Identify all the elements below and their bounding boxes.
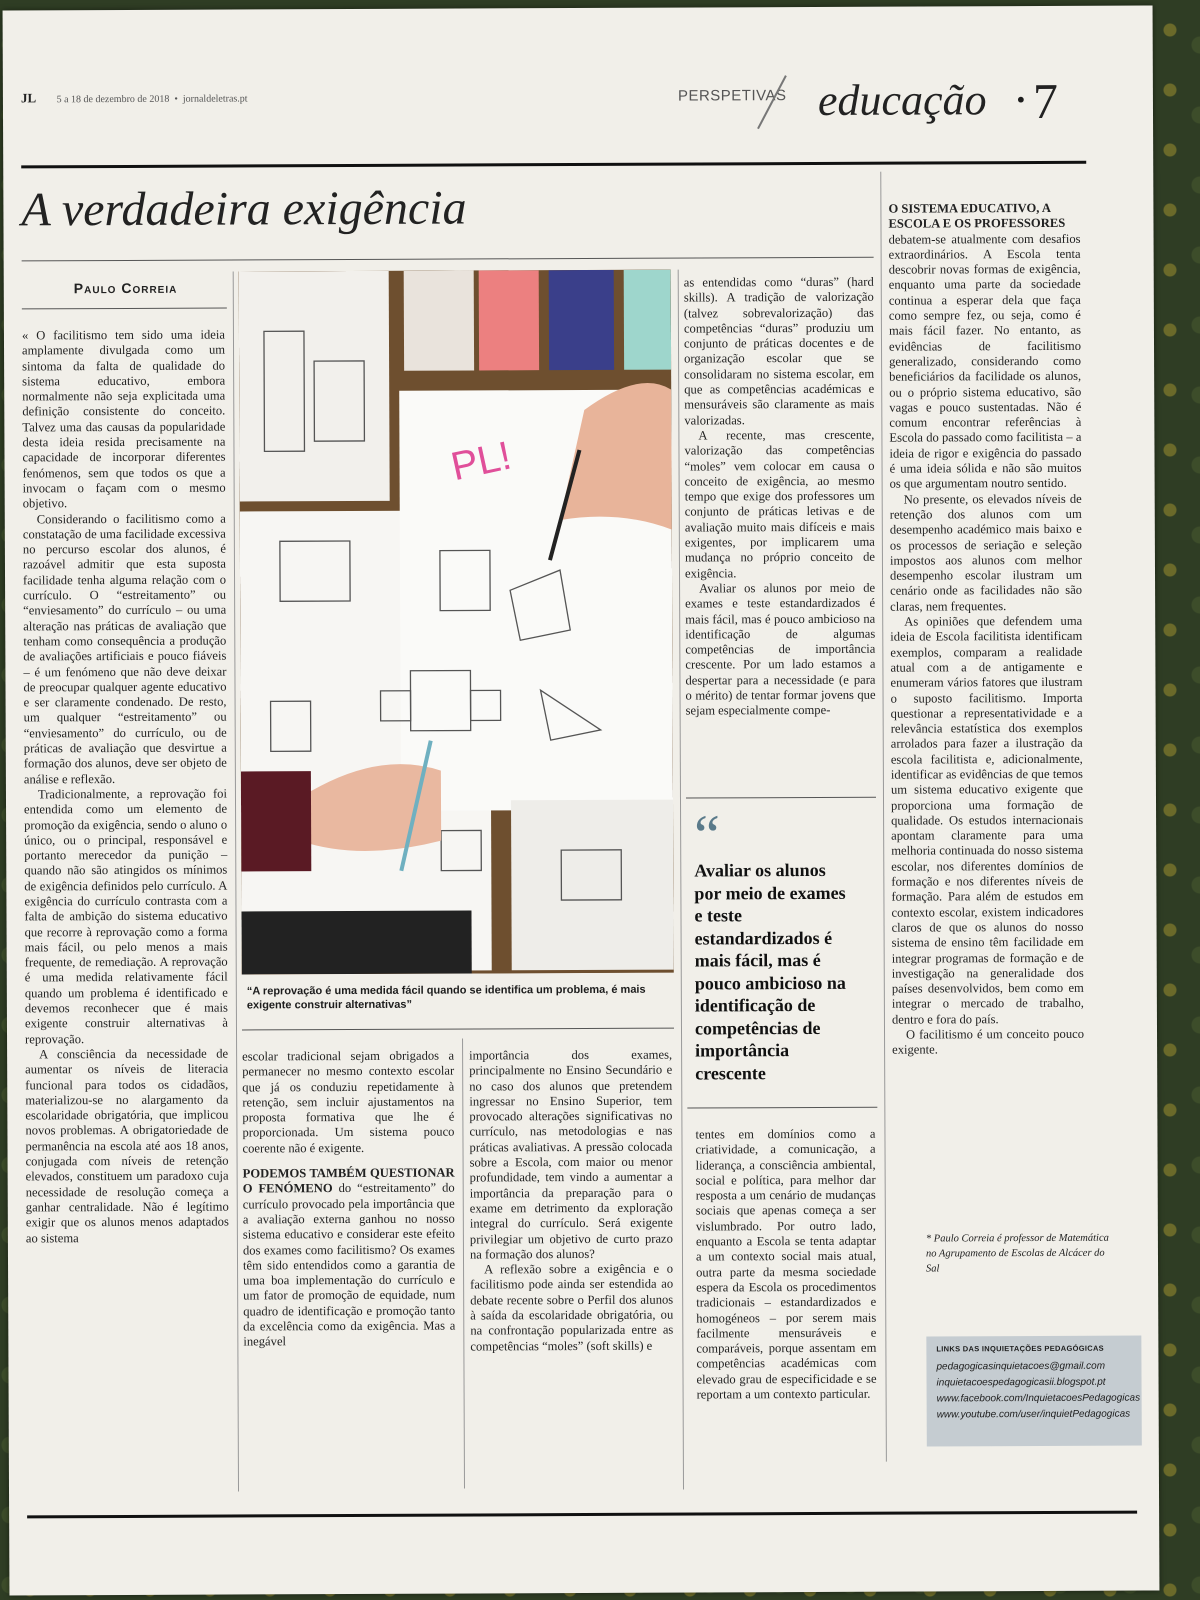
article-column-1 (22, 328, 229, 1247)
article-headline: A verdadeira exigência (21, 181, 467, 237)
bottom-rule (27, 1511, 1137, 1519)
column-rule (678, 270, 684, 1490)
section-title: educação (817, 75, 987, 125)
article-column-2b (469, 1048, 673, 1355)
issue-date: 5 a 18 de dezembro de 2018 (56, 93, 170, 106)
column-rule (462, 1039, 465, 1489)
pull-quote: Avaliar os alunos por meio de exames e teste estandardizados é mais fácil, mas é pouco ambicioso na identificação de competências de importância crescente (694, 859, 846, 1084)
paragraph: Tradicionalmente, a reprovação foi entendida como um elemento de promoção da exigência, sendo o aluno o único, ou o principal, responsável e portanto merecedor da punição – quando não são atingidos os mínimos de exigência definidos pelo currículo. A exigência do currículo contrasta com a falta de ambição do sistema educativo que recorre à reprovação como a forma mais fácil, ou pelo menos a mais frequente, de remediação. A reprovação é uma medida relativamente fácil quando um problema é identificado e devemos reconhecer que é mais exigente construir alternativas à reprovação. (24, 786, 228, 1047)
svg-text:PL!: PL! (447, 433, 516, 490)
article-column-2a (242, 1049, 455, 1351)
paragraph: « O facilitismo tem sido uma ideia amplamente divulgada como um sintoma da falta de qualidade do sistema educativo, embora normalmente não seja explicitada uma definição consistente do conceito. Talvez uma das causas da popularidade desta ideia resida precisamente na capacidade de incorporar diferentes fenómenos, sem que todos os que a invocam o façam com o mesmo objetivo. (21, 327, 226, 511)
paragraph: as entendidas como “duras” (hard skills). A tradição de valorização (talvez sobrevalorização) das competências “duras” produziu um conjunto de práticas docentes e de organização escolar que se consolidaram no sistema escolar, em que as competências académicas e mensuráveis são claramente as mais valorizadas. (683, 274, 875, 428)
paragraph: O facilitismo é um conceito pouco exigente. (892, 1026, 1085, 1057)
article-column-4 (888, 201, 1084, 1058)
paragraph: escolar tradicional sejam obrigados a permanecer no mesmo contexto escolar que já os conduziu repetidamente à retenção, sem incluir ajustamentos na proposta formativa que lhe é proporcionada. Um sistema pouco coerente não é exigente. (242, 1048, 455, 1156)
website: jornaldeletras.pt (182, 93, 248, 105)
article-photo (239, 270, 674, 975)
paragraph: A consciência da necessidade de aumentar os níveis de literacia funcional para todos os cidadãos, materializou-se no alargamento da escolaridade obrigatória, que implicou novos problemas. A obrigatoriedade de permanência na escola até aos 18 anos, conjugada com níveis de retenção elevados, constituem um paradoxo cuja necessidade de resolução começa a ganhar centralidade. Não é legítimo exigir que os alunos menos adaptados ao sistema (25, 1046, 229, 1245)
section-label: PERSPETIVAS (677, 87, 787, 105)
subhead: PODEMOS TAMBÉM QUESTIONAR O FENÓMENO (242, 1165, 455, 1196)
headline-rule (22, 257, 874, 262)
links-box (926, 1336, 1141, 1447)
paragraph: importância dos exames, principalmente no Ensino Secundário e no caso dos alunos que pretendem ingressar no Ensino Superior, tem provocado alterações significativas no currículo, nas metodologias e nas práticas avaliativas. A pressão colocada sobre a Escola, com maior ou menor profundidade, tem vindo a aumentar a importância da preparação para o exame em detrimento da exploração integral do currículo. Será exigente privilegiar um objetivo de curto prazo na formação dos alunos? (469, 1047, 673, 1262)
paragraph: PODEMOS TAMBÉM QUESTIONAR O FENÓMENO do “estreitamento” do currículo provocado pela importância que a avaliação externa ganhou no nosso sistema educativo e considerar este efeito dos exames como facilitismo? Os exames têm sido entendidos como a garantia de uma boa implementação do currículo e um fator de promoção de equidade, num quadro de identificação e promoção tanto da excelência como da exigência. Mas a inegável (242, 1165, 456, 1349)
blog-link[interactable]: inquietacoespedagogicasii.blogspot.pt (936, 1376, 1106, 1389)
youtube-link[interactable]: www.youtube.com/user/inquietPedagogicas (936, 1408, 1131, 1421)
paragraph: As opiniões que defendem uma ideia de Escola facilitista identificam exemplos, comparam a realidade atual com a de antigamente e enumeram vários fatores que ilustram o suposto facilitismo. Importa questionar a representatividade e a relevância estatística dos exemplos arrolados para fazer a ilustração da escola facilitista e, adicionalmente, identificar as evidências de que temos um sistema educativo exigente que proporciona uma formação de qualidade. Os estudos internacionais apontam claramente para uma melhoria continuada do nosso sistema escolar, nos diferentes domínios de formação e nos diferentes níveis de formação. Para além de estudos em contexto escolar, existem indicadores claros de que os alunos do nosso sistema de ensino têm facilidade em integrar programas de formação e de investigação na generalidade dos países desenvolvidos, bem como em integrar o mercado de trabalho, dentro e fora do país. (890, 613, 1084, 1027)
paragraph: A recente, mas crescente, valorização das competências “moles” vem colocar em causa o conceito de exigência, ao mesmo tempo que exige dos professores um conjunto de práticas letivas e de avaliação muito mais difíceis e mais exigentes, por implicarem uma mudança no próprio conceito de exigência. (684, 427, 875, 581)
paragraph: A reflexão sobre a exigência e o facilitismo pode ainda ser estendida ao debate recente sobre o Perfil dos alunos à saída da escolaridade obrigatória, ou na confrontação popularizada entre as competências “moles” (soft skills) e (470, 1261, 674, 1354)
quote-rule (686, 797, 876, 799)
photo-caption: “A reprovação é uma medida fácil quando se identifica um problema, é mais exigente construir alternativas” (246, 983, 646, 1012)
column-rule (880, 172, 887, 1462)
sketch-illustration (239, 270, 674, 975)
email-link[interactable]: pedagogicasinquietacoes@gmail.com (936, 1360, 1106, 1373)
top-rule (21, 161, 1086, 169)
quote-mark-icon: “ (694, 802, 721, 868)
author-footnote: * Paulo Correia é professor de Matemática no Agrupamento de Escolas de Alcácer do Sal (925, 1232, 1109, 1275)
paragraph: Considerando o facilitismo como a constatação de uma facilidade excessiva no percurso escolar dos alunos, é razoável admitir que esta suposta facilidade tenha alguma relação com o currículo. O “estreitamento” ou “enviesamento” do currículo – ou uma alteração nas práticas de avaliação que tenham como consequência a produção de avaliações artificiais e pouco fiáveis – é um fenómeno que não deve deixar de preocupar qualquer agente educativo e ser claramente condenado. De resto, um qualquer “estreitamento” ou “enviesamento” do currículo, ou de práticas de avaliação que desvirtue a formação dos alunos, deve ser objeto de análise e reflexão. (22, 511, 227, 787)
masthead-info: JL 5 a 18 de dezembro de 2018 • jornaldeletras.pt (20, 90, 248, 106)
article-column-3b (695, 1127, 876, 1403)
column-rule (233, 272, 239, 1492)
paragraph: No presente, os elevados níveis de retenção dos alunos com um desempenho académico mais baixo e os processos de seriação e seleção impostos aos alunos com melhor desempenho escolar ilustram um cenário onde as facilidades não são claras, nem frequentes. (889, 491, 1083, 614)
caption-rule (242, 1028, 674, 1031)
links-title: LINKS DAS INQUIETAÇÕES PEDAGÓGICAS (936, 1343, 1104, 1354)
paragraph: Avaliar os alunos por meio de exames e teste estandardizados é mais fácil, mas é pouco ambicioso na identificação de algumas competências de importância crescente. Por um lado estamos a despertar para a necessidade (e para o mérito) de tentar formar jovens que sejam especialmente compe- (685, 580, 876, 718)
article-column-3 (684, 275, 876, 719)
quote-rule (687, 1107, 877, 1109)
paragraph: debatem-se atualmente com desafios extraordinários. A Escola tenta descobrir novas formas de exigência, enquanto uma parte da sociedade continua a esperar dela que faça como sempre fez, ou seja, como é mais fácil fazer. No entanto, as evidências de facilitismo generalizado, considerando como beneficiários da facilidade os alunos, ou o próprio sistema educativo, são vagas e pouco sustentadas. Não é comum encontrar referências à Escola do passado como facilitista – a ideia de rigor e exigência do passado é uma ideia sólida e não são muitos os que argumentam noutro sentido. (888, 231, 1082, 491)
separator-dot: • (1014, 88, 1027, 113)
publication-logo: JL (20, 90, 37, 106)
byline: Paulo Correia (73, 279, 178, 297)
newspaper-page (3, 5, 1160, 1595)
facebook-link[interactable]: www.facebook.com/InquietacoesPedagogicas (936, 1392, 1141, 1405)
subhead: O SISTEMA EDUCATIVO, A ESCOLA E OS PROFESSORES (888, 200, 1066, 231)
paragraph: tentes em domínios como a criatividade, a comunicação, a liderança, a consciência ambiental, social e política, para melhor dar resposta a um cenário de mudanças sociais que apenas começa a ser vislumbrado. Por outro lado, enquanto a Escola se tenta adaptar a um contexto social mais atual, outra parte da mesma sociedade espera da Escola os procedimentos tradicionais – estandardizados e homogéneos – por serem mais facilmente mensuráveis e comparáveis, porque assentam em competências académicas com elevado grau de especificidade e se reportam a um contexto particular. (695, 1126, 877, 1402)
byline-rule (22, 308, 227, 310)
page-number: 7 (1032, 72, 1059, 130)
